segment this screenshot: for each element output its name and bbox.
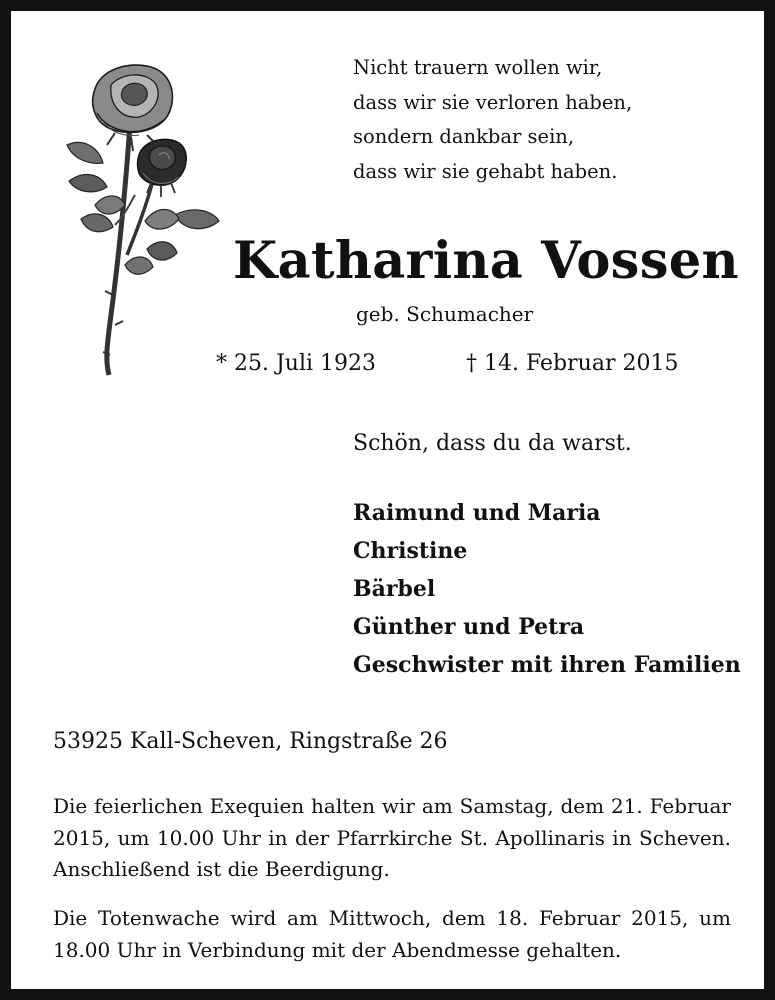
death-date: † 14. Februar 2015 [466,351,679,376]
wake-paragraph: Die Totenwache wird am Mittwoch, dem 18. Februar 2015, um 18.00 Uhr in Verbindung mit der Abendmesse gehalten. [53,906,731,962]
rose-icon [55,55,231,385]
poem-line: sondern dankbar sein, [353,125,575,148]
family-address: 53925 Kall-Scheven, Ringstraße 26 [53,729,448,754]
mourner-name: Christine [353,538,468,564]
poem-line: dass wir sie verloren haben, [353,90,633,114]
poem-line: Nicht trauern wollen wir, [353,56,603,79]
mourner-name: Günther und Petra [353,614,585,640]
mourner-name: Bärbel [353,576,436,602]
birth-date: * 25. Juli 1923 [216,351,377,376]
mourner-name: Raimund und Maria [353,500,601,526]
exequies-paragraph: Die feierlichen Exequien halten wir am Samstag, dem 21. Februar 2015, um 10.00 Uhr in der Pfarrkirche St. Apollinaris in Scheven. Anschließend ist die Beerdigung. [53,794,731,881]
memorial-poem [353,51,632,189]
farewell-line: Schön, dass du da warst. [353,431,632,456]
deceased-name: Katharina Vossen [233,231,739,291]
poem-line: dass wir sie gehabt haben. [353,159,618,183]
mourners-list [353,494,741,684]
mourner-name: Geschwister mit ihren Familien [353,652,741,678]
maiden-name: geb. Schumacher [356,302,534,326]
